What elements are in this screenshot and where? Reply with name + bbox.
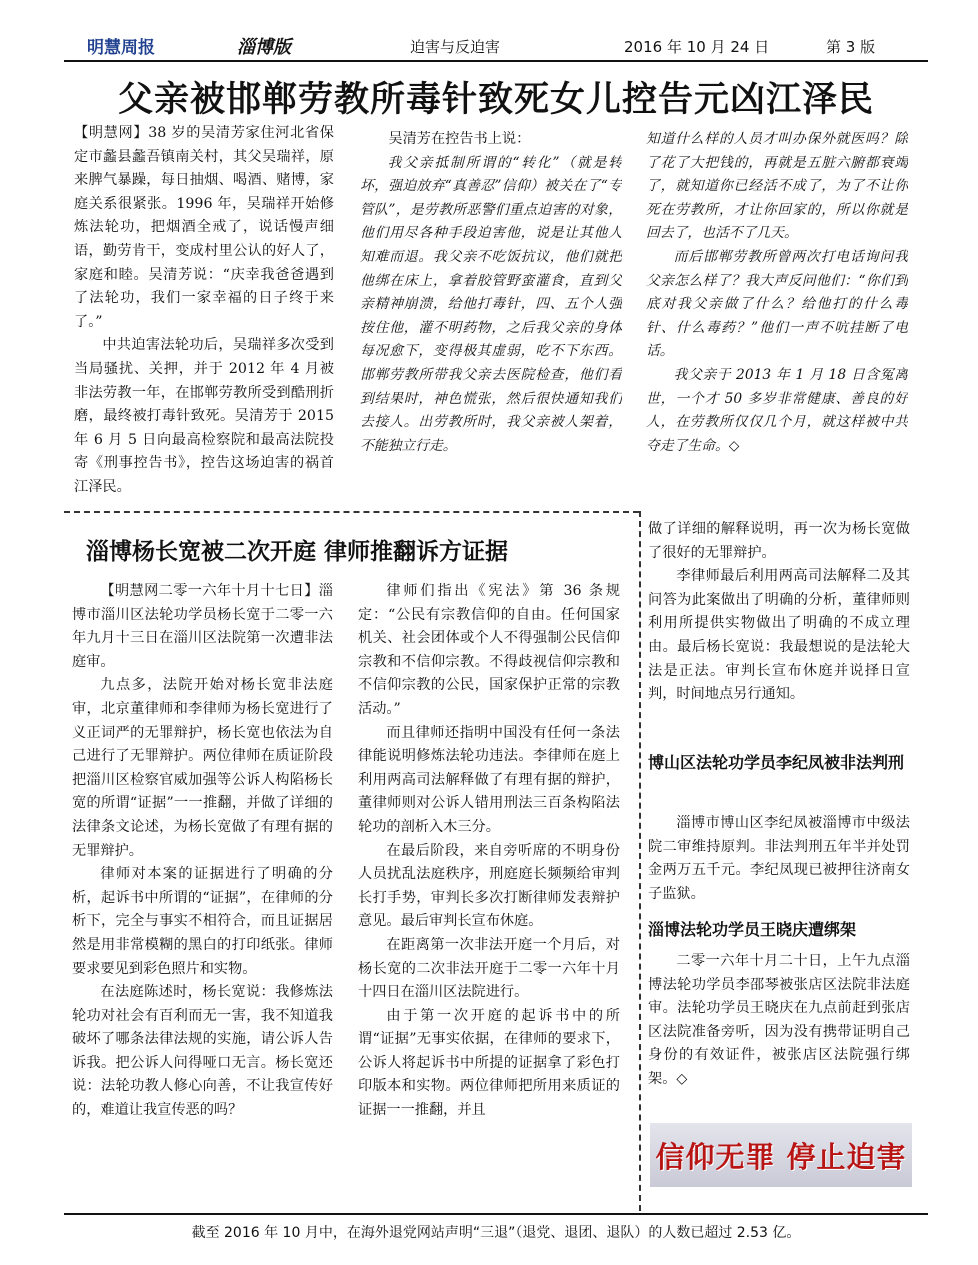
masthead-brand: 明慧周报 (87, 38, 155, 58)
article1-quote-text: 知道什么样的人员才叫办保外就医吗？除了花了大把钱的，再就是五脏六腑都衰竭了，就知道你已经活不成了，为了不让你死在劳教所，才让你回家的，所以你就是回去了，也活不了几天。 (646, 131, 908, 242)
section-divider-horizontal (64, 511, 639, 513)
article1-column-3 (646, 128, 908, 494)
footer-notice: 截至 2016 年 10 月中，在海外退党网站声明“三退”（退党、退团、退队）的人数已超过 2.53 亿。 (191, 1225, 801, 1241)
article3-headline: 博山区法轮功学员李纪凤被非法判刑 (648, 753, 905, 772)
article2-paragraph: 在距离第一次非法开庭一个月后，对杨长宽的二次非法开庭于二零一六年十月十四日在淄川区法院进行。 (358, 936, 620, 1001)
article1-quote-text: 我父亲抵制所谓的“转化”（就是转坏，强迫放弃“真善忍”信仰）被关在了“专管队”，是劳教所恶警们重点迫害的对象，他们用尽各种手段迫害他，说是让其他人知难而退。我父亲不吃饭抗议，他们就把他绑在床上，拿着胶管野蛮灌食，直到父亲精神崩溃，给他打毒针，四、五个人强按住他，灌不明药物，之后我父亲的身体每况愈下，变得极其虚弱，吃不下东西。邯郸劳教所带我父亲去医院检查，他们看到结果时，神色慌张，然后很快通知我们去接人。出劳教所时，我父亲被人架着，不能独立行走。 (360, 154, 622, 454)
slogan-banner-text: 信仰无罪 停止迫害 (655, 1140, 907, 1174)
article2-column-1 (72, 580, 333, 1210)
article2-column-3 (648, 518, 910, 738)
article2-paragraph: 由于第一次开庭的起诉书中的所谓“证据”无事实依据，在律师的要求下，公诉人将起诉书中所提的证据拿了彩色打印版本和实物。两位律师把所用来质证的证据一一推翻，并且 (358, 1007, 620, 1119)
section-divider-vertical (639, 511, 641, 1211)
slogan-banner (650, 1123, 912, 1187)
article2-paragraph: 【明慧网二零一六年十月十七日】淄博市淄川区法轮功学员杨长宽于二零一六年九月十三日在淄川区法院第一次遭非法庭审。 (72, 583, 333, 670)
masthead-edition: 淄博版 (237, 37, 291, 58)
article2-paragraph: 在法庭陈述时，杨长宽说：我修炼法轮功对社会有百利而无一害，我不知道我破坏了哪条法律法规的实施，请公诉人告诉我。把公诉人问得哑口无言。杨长宽还说：法轮功教人修心向善，不让我宣传好的，难道让我宣传恶的吗？ (72, 984, 333, 1119)
article1-quote-text: 我父亲于 2013 年 1 月 18 日含冤离世，一个才 50 多岁非常健康、善良的好人，在劳教所仅仅几个月，就这样被中共夺走了生命。◇ (646, 366, 908, 454)
top-rule (64, 60, 928, 62)
article2-paragraph: 九点多，法院开始对杨长宽非法庭审，北京董律师和李律师为杨长宽进行了义正词严的无罪辩护，杨长宽也依法为自己进行了无罪辩护。两位律师在质证阶段把淄川区检察官威加强等公诉人构陷杨长宽的所谓“证据”一一推翻，并做了详细的法律条文论述，为杨长宽做了有理有据的无罪辩护。 (72, 677, 333, 859)
article1-quote-text: 而后邯郸劳教所曾两次打电话询问我父亲怎么样了？我大声反问他们：“你们到底对我父亲做了什么？给他打的什么毒针、什么毒药？”他们一声不吭挂断了电话。 (646, 248, 908, 360)
article2-paragraph: 律师们指出《宪法》第 36 条规定：“公民有宗教信仰的自由。任何国家机关、社会团体或个人不得强制公民信仰宗教和不信仰宗教。不得歧视信仰宗教和不信仰宗教的公民，国家保护正常的宗教活动。” (358, 583, 620, 717)
article2-headline: 淄博杨长宽被二次开庭 律师推翻诉方证据 (86, 539, 509, 565)
masthead-topic: 迫害与反迫害 (410, 38, 501, 56)
article2-paragraph: 在最后阶段，来自旁听席的不明身份人员扰乱法庭秩序，刑庭庭长频频给审判长打手势，审判长多次打断律师发表辩护意见。最后审判长宣布休庭。 (358, 842, 620, 930)
article1-paragraph: 【明慧网】38 岁的吴清芳家住河北省保定市蠡县蠡吾镇南关村，其父吴瑞祥，原来脾气暴躁，每日抽烟、喝酒、赌博，家庭关系很紧张。1996 年，吴瑞祥开始修炼法轮功，把烟酒全戒了，说话慢声细语，勤劳肯干，变成村里公认的好人了，家庭和睦。吴清芳说：“庆幸我爸爸遇到了法轮功，我们一家幸福的日子终于来了。” (74, 125, 334, 330)
article1-column-2 (360, 128, 622, 511)
article2-paragraph: 而且律师还指明中国没有任何一条法律能说明修炼法轮功违法。李律师在庭上利用两高司法解释做了有理有据的辩护，董律师则对公诉人错用刑法三百条构陷法轮功的剖析入木三分。 (358, 724, 620, 835)
article2-column-2 (358, 580, 620, 1210)
article1-paragraph: 中共迫害法轮功后，吴瑞祥多次受到当局骚扰、关押，并于 2012 年 4 月被非法劳教一年，在邯郸劳教所受到酷刑折磨，最终被打毒针致死。吴清芳于 2015 年 6 月 5 日向最高检察院和最高法院投寄《刑事控告书》，控告这场迫害的祸首江泽民。 (74, 337, 334, 495)
bottom-rule (64, 1213, 928, 1215)
article2-paragraph: 李律师最后利用两高司法解释二及其问答为此案做出了明确的分析，董律师则利用所提供实物做出了明确的不成立理由。最后杨长宽说：我最想说的是法轮大法是正法。审判长宣布休庭并说择日宣判，时间地点另行通知。 (648, 568, 910, 703)
article1-quote-intro: 吴清芳在控告书上说： (388, 131, 531, 147)
article1-headline: 父亲被邯郸劳教所毒针致死女儿控告元凶江泽民 (117, 80, 874, 120)
article4-body (648, 950, 910, 1100)
article2-paragraph: 律师对本案的证据进行了明确的分析，起诉书中所谓的“证据”，在律师的分析下，完全与事实不相符合，而且证据居然是用非常模糊的黑白的打印纸张。律师要求要见到彩色照片和实物。 (72, 866, 333, 977)
masthead-date: 2016 年 10 月 24 日 (624, 38, 770, 56)
article4-headline: 淄博法轮功学员王晓庆遭绑架 (648, 920, 857, 939)
article3-body (648, 812, 910, 912)
article1-column-1 (74, 122, 334, 507)
article4-paragraph: 二零一六年十月二十日，上午九点淄博法轮功学员李邵琴被张店区法院非法庭审。法轮功学员王晓庆在九点前赶到张店区法院准备旁听，因为没有携带证明自己身份的有效证件，被张店区法院强行绑架。◇ (648, 953, 910, 1087)
article3-paragraph: 淄博市博山区李纪凤被淄博市中级法院二审维持原判。非法判刑五年半并处罚金两万五千元。李纪凤现已被押往济南女子监狱。 (648, 815, 910, 902)
masthead-page-number: 第 3 版 (826, 38, 876, 56)
article2-paragraph: 做了详细的解释说明，再一次为杨长宽做了很好的无罪辩护。 (648, 521, 910, 561)
